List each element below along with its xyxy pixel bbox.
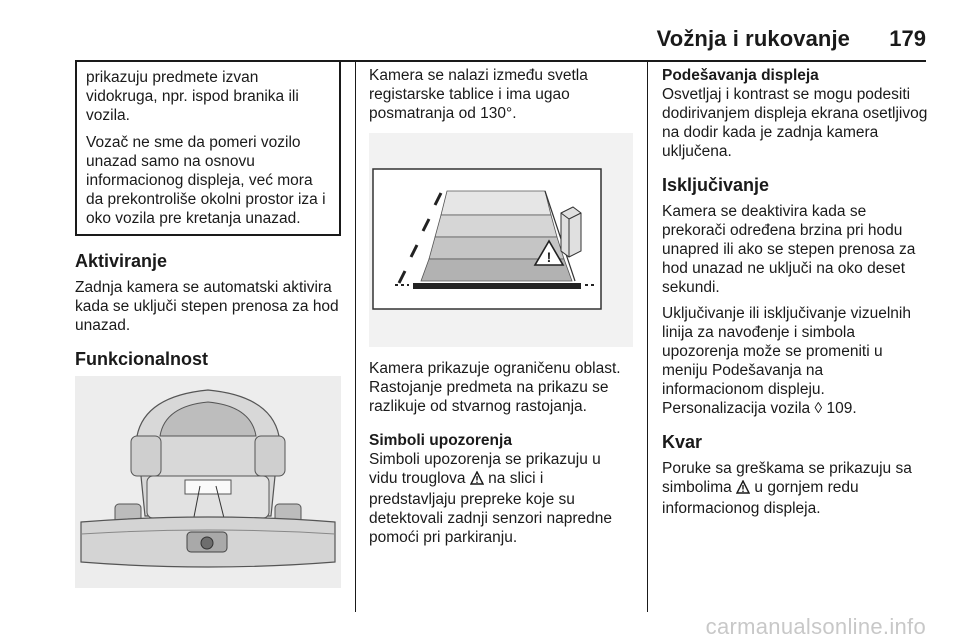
- car-rear-drawing: [75, 376, 341, 588]
- svg-text:!: !: [546, 249, 552, 265]
- fault-text-part-1: Poruke sa greškama se prikazuju sa simbolima: [662, 460, 912, 496]
- page-title: Vožnja i rukovanje: [656, 26, 850, 51]
- warning-triangle-icon: [736, 480, 750, 499]
- warning-symbols-heading: Simboli upozorenja: [369, 432, 512, 449]
- car-rear-illustration: [75, 376, 341, 588]
- camera-caption: Kamera prikazuje ograničenu oblast. Rastojanje predmeta na prikazu se razlikuje od stvarnog rastojanja.: [369, 360, 621, 415]
- camera-view-illustration: [369, 133, 633, 347]
- warning-symbols-text-part-1: Simboli upozorenja se prikazuju u vidu trouglova: [369, 451, 601, 487]
- switch-off-text: Kamera se deaktivira kada se prekorači određena brzina pri hodu unapred ili ako se stepen prenosa za hod unazad ne uključi na oko deset sekundi.: [662, 203, 916, 296]
- toggle-guidelines-text: [662, 304, 928, 418]
- reference-arrow-icon: ◊: [814, 400, 823, 417]
- column-1: [75, 62, 341, 588]
- fault-text: [662, 459, 928, 518]
- warning-box-text-2: Vozač ne sme da pomeri vozilo unazad samo na osnovu informacionog displeja, već mora da prekontroliše okolni prostor iza i oko vozila pre kretanja unazad.: [86, 134, 326, 227]
- column-3: [662, 66, 928, 525]
- activation-heading: Aktiviranje: [75, 251, 168, 271]
- warning-triangle-icon: [470, 471, 484, 490]
- switch-off-heading: Isključivanje: [662, 175, 770, 195]
- function-heading: Funkcionalnost: [75, 349, 209, 369]
- reference-page: 109.: [826, 400, 857, 417]
- warning-symbols-text: [369, 450, 633, 547]
- display-settings-text: Osvetljaj i kontrast se mogu podesiti dodirivanjem displeja ekrana osetljivog na dodir kada je zadnja kamera uključena.: [662, 86, 928, 160]
- activation-text: Zadnja kamera se automatski aktivira kada se uključi stepen prenosa za hod unazad.: [75, 279, 339, 334]
- camera-location-text: Kamera se nalazi između svetla registarske tablice i ima ugao posmatranja od 130°.: [369, 67, 588, 122]
- toggle-guidelines-body: Uključivanje ili isključivanje vizuelnih linija za navođenje i simbola upozorenja može se promeniti u meniju Podešavanja na informacionom displeju.: [662, 305, 911, 398]
- personalization-reference: Personalizacija vozila: [662, 400, 811, 417]
- fault-text-part-2: u gornjem redu informacionog displeja.: [662, 479, 859, 517]
- fault-heading: Kvar: [662, 432, 703, 452]
- column-2: [369, 66, 633, 554]
- camera-view-drawing: [369, 133, 633, 347]
- warning-symbols-text-part-2: na slici i predstavljaju prepreke koje su detektovali zadnji senzori napredne pomoći pri parkiranju.: [369, 470, 612, 546]
- column-divider-1: [355, 60, 356, 612]
- column-divider-2: [647, 60, 648, 612]
- watermark: carmanualsonline.info: [705, 614, 926, 639]
- display-settings-heading: Podešavanja displeja: [662, 67, 819, 84]
- warning-box-text-1: prikazuju predmete izvan vidokruga, npr. ispod branika ili vozila.: [86, 69, 299, 124]
- warning-box: [75, 62, 341, 236]
- page-number: 179: [889, 26, 926, 51]
